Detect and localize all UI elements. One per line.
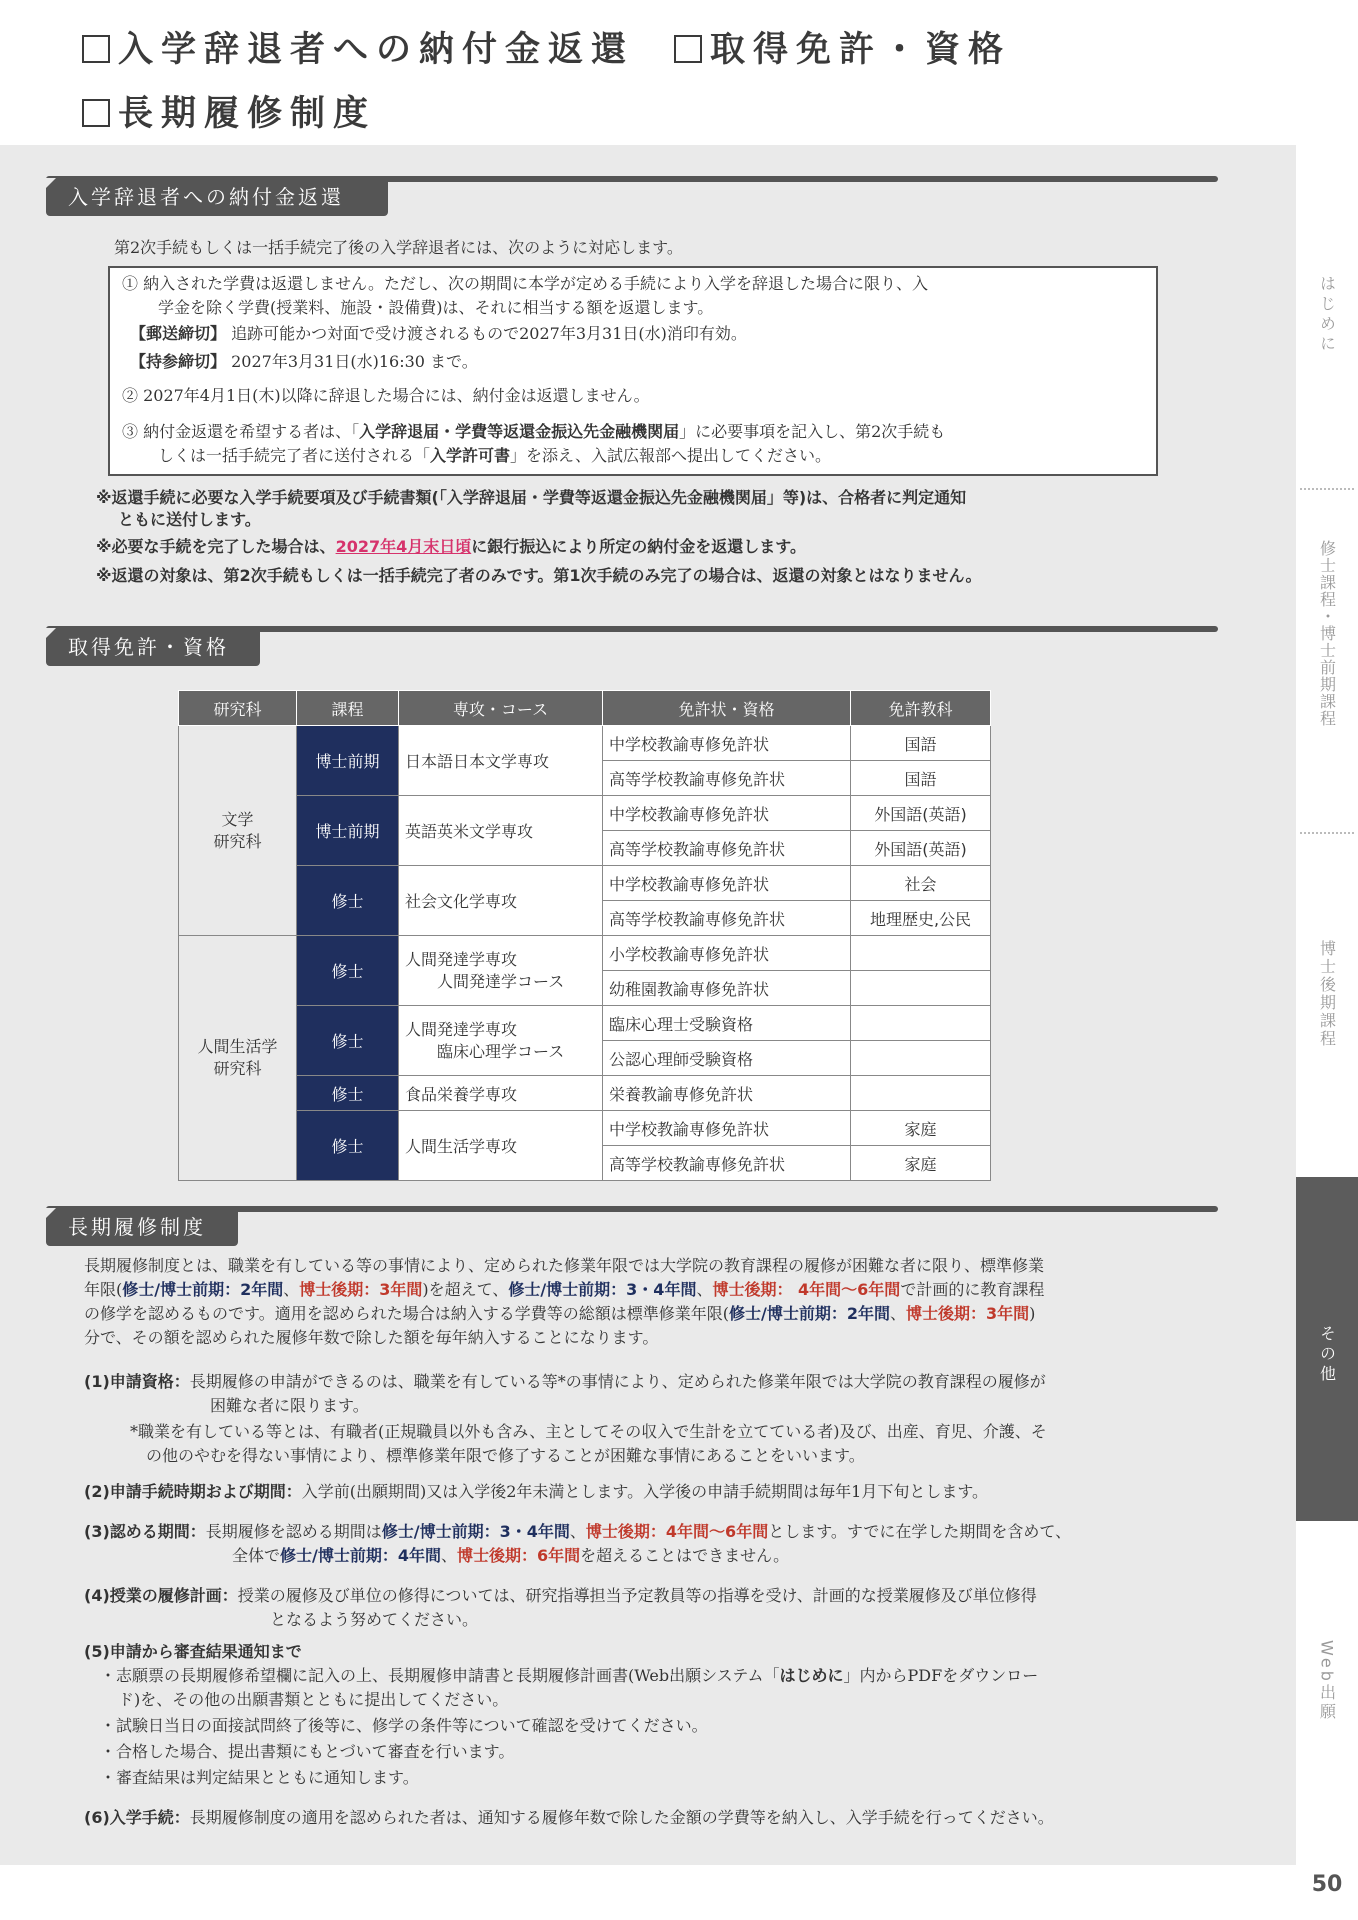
refund-note-1a: ※返還手続に必要な入学手続要項及び手続書類(「入学辞退届・学費等返還金振込先金融機関届」等)は、合格者に判定通知 [96, 488, 967, 507]
text: とします。すでに在学した期間を含めて、 [768, 1522, 1072, 1541]
subject [851, 1041, 991, 1076]
item-label: (4)授業の履修計画： [84, 1586, 238, 1605]
major: 人間発達学専攻 臨床心理学コース [399, 1006, 603, 1076]
highlight: 修士/博士前期：3・4年間 [381, 1522, 570, 1541]
section-heading-refund: 入学辞退者への納付金返還 [46, 178, 388, 216]
longterm-s4b: となるよう努めてください。 [270, 1610, 479, 1629]
refund-item-3a [122, 420, 945, 444]
course: 博士前期 [297, 726, 399, 796]
text: 、 [569, 1522, 586, 1541]
table-row [179, 866, 991, 901]
longterm-s5-b3: ・合格した場合、提出書類にもとづいて審査を行います。 [100, 1742, 515, 1761]
text: 長期履修を認める期間は [205, 1522, 382, 1541]
bring-label: 【持参締切】 [130, 352, 227, 371]
col-header: 研究科 [179, 691, 297, 726]
longterm-s3a [84, 1520, 1071, 1544]
text: 入学前(出願期間)又は入学後2年未満とします。入学後の申請手続期間は毎年1月下旬とします。 [301, 1482, 989, 1501]
text: ) [1029, 1304, 1036, 1323]
longterm-s5-label: (5)申請から審査結果通知まで [84, 1642, 302, 1661]
text: 、 [696, 1280, 713, 1299]
side-divider [1300, 832, 1354, 834]
longterm-para-l2 [84, 1278, 1044, 1302]
section-heading-longterm: 長期履修制度 [46, 1208, 238, 1246]
longterm-s4a [84, 1584, 1037, 1608]
col-header: 免許状・資格 [603, 691, 851, 726]
major: 食品栄養学専攻 [399, 1076, 603, 1111]
longterm-para-l3 [84, 1302, 1035, 1326]
highlight: 博士後期：3年間 [905, 1304, 1030, 1323]
mail-text: 追跡可能かつ対面で受け渡されるもので2027年3月31日(水)消印有効。 [231, 324, 747, 343]
text: 」内からPDFをダウンロー [843, 1666, 1039, 1685]
side-tab-label: Web出願 [1317, 1640, 1337, 1722]
text: で計画的に教育課程 [900, 1280, 1045, 1299]
subject [851, 1076, 991, 1111]
graduate-school: 文学 研究科 [179, 726, 297, 936]
refund-item-2: ② 2027年4月1日(木)以降に辞退した場合には、納付金は返還しません。 [122, 386, 650, 405]
header-title-longterm: 長期履修制度 [82, 86, 376, 136]
major: 人間生活学専攻 [399, 1111, 603, 1181]
table-row [179, 1111, 991, 1146]
subject: 家庭 [851, 1111, 991, 1146]
longterm-para-l4: 分で、その額を認められた履修年数で除した額を毎年納入することになります。 [84, 1328, 659, 1347]
major: 日本語日本文学専攻 [399, 726, 603, 796]
text: 、 [283, 1280, 300, 1299]
side-tab-intro[interactable] [1296, 275, 1358, 360]
refund-note-1b: ともに送付します。 [118, 510, 261, 529]
refund-date: 2027年4月末日頃 [335, 537, 472, 556]
text: しくは一括手続完了者に送付される「 [158, 446, 431, 465]
side-tab-label: はじめに [1317, 275, 1337, 355]
header-title-refund: 入学辞退者への納付金返還 [82, 22, 634, 72]
side-tab-master[interactable] [1296, 540, 1358, 732]
side-divider [1300, 488, 1354, 490]
checkbox-icon [82, 99, 110, 127]
text: 長期履修制度の適用を認められた者は、通知する履修年数で除した金額の学費等を納入し、入学手続を行ってください。 [189, 1808, 1054, 1827]
item-label: (1)申請資格： [84, 1372, 190, 1391]
subject [851, 936, 991, 971]
highlight: 博士後期：4年間～6年間 [585, 1522, 769, 1541]
text: 年限( [84, 1280, 123, 1299]
mail-label: 【郵送締切】 [130, 324, 227, 343]
table-header-row [179, 691, 991, 726]
longterm-s3b [232, 1544, 789, 1568]
refund-bring-deadline [130, 350, 478, 374]
item-label: (6)入学手続： [84, 1808, 190, 1827]
subject: 家庭 [851, 1146, 991, 1181]
subject: 地理歴史,公民 [851, 901, 991, 936]
side-tab-web[interactable] [1296, 1640, 1358, 1727]
license: 公認心理師受験資格 [603, 1041, 851, 1076]
refund-item-1a: ① 納入された学費は返還しません。ただし、次の期間に本学が定める手続により入学を辞退した場合に限り、入 [122, 274, 929, 293]
text: 、 [441, 1546, 458, 1565]
checkbox-icon [674, 35, 702, 63]
page-number: 50 [1311, 1872, 1343, 1897]
license: 栄養教諭専修免許状 [603, 1076, 851, 1111]
longterm-s5-b4: ・審査結果は判定結果とともに通知します。 [100, 1768, 419, 1787]
text: 全体で [232, 1546, 281, 1565]
license: 中学校教諭専修免許状 [603, 866, 851, 901]
text: 」に必要事項を記入し、第2次手続も [679, 422, 946, 441]
license: 幼稚園教諭専修免許状 [603, 971, 851, 1006]
side-tab-label: 博士後期課程 [1317, 940, 1337, 1048]
table-row [179, 936, 991, 971]
subject: 外国語(英語) [851, 796, 991, 831]
text: を超えることはできません。 [580, 1546, 790, 1565]
side-tab-label: その他 [1317, 1325, 1337, 1385]
longterm-s5-b1 [100, 1664, 1038, 1688]
longterm-para-l1: 長期履修制度とは、職業を有している等の事情により、定められた修業年限では大学院の教育課程の履修が困難な者に限り、標準修業 [84, 1256, 1045, 1275]
major: 英語英米文学専攻 [399, 796, 603, 866]
text: ③ 納付金返還を希望する者は、「 [122, 422, 360, 441]
refund-note-2 [96, 535, 806, 559]
form-name: 入学許可書 [430, 446, 511, 465]
form-name: 入学辞退届・学費等返還金振込先金融機関届 [359, 422, 680, 441]
longterm-s2 [84, 1480, 988, 1504]
highlight: 修士/博士前期：2年間 [728, 1304, 890, 1323]
side-tab-other[interactable] [1296, 1177, 1358, 1521]
longterm-s5-b2: ・試験日当日の面接試問終了後等に、修学の条件等について確認を受けてください。 [100, 1716, 708, 1735]
highlight: 修士/博士前期：4年間 [280, 1546, 441, 1565]
text: の修学を認めるものです。適用を認められた場合は納入する学費等の総額は標準修業年限( [84, 1304, 729, 1323]
side-tab-label: 修士課程・博士前期課程 [1317, 540, 1337, 727]
table-row [179, 726, 991, 761]
highlight: はじめに [779, 1666, 844, 1685]
item-label: (3)認める期間： [84, 1522, 206, 1541]
subject: 国語 [851, 726, 991, 761]
text: )を超えて、 [422, 1280, 509, 1299]
highlight: 修士/博士前期：2年間 [122, 1280, 284, 1299]
license-table [178, 690, 991, 1181]
longterm-s1-note-a: *職業を有している等とは、有職者(正規職員以外も含み、主としてその収入で生計を立てている者)及び、出産、育児、介護、そ [130, 1422, 1047, 1441]
license: 中学校教諭専修免許状 [603, 796, 851, 831]
course: 博士前期 [297, 796, 399, 866]
major: 社会文化学専攻 [399, 866, 603, 936]
col-header: 課程 [297, 691, 399, 726]
longterm-s1-note-b: の他のやむを得ない事情により、標準修業年限で修了することが困難な事情にあることをいいます。 [146, 1446, 865, 1465]
table-row [179, 1076, 991, 1111]
license: 高等学校教諭専修免許状 [603, 901, 851, 936]
refund-note-3: ※返還の対象は、第2次手続もしくは一括手続完了者のみです。第1次手続のみ完了の場合は、返還の対象とはなりません。 [96, 566, 982, 585]
longterm-s1b: 困難な者に限ります。 [210, 1396, 369, 1415]
text: ※必要な手続を完了した場合は、 [96, 537, 336, 556]
license: 高等学校教諭専修免許状 [603, 1146, 851, 1181]
checkbox-icon [82, 35, 110, 63]
page-header [0, 0, 1358, 145]
text: 長期履修の申請ができるのは、職業を有している等*の事情により、定められた修業年限では大学院の教育課程の履修が [189, 1372, 1046, 1391]
text: ・志願票の長期履修希望欄に記入の上、長期履修申請書と長期履修計画書(Web出願システム「 [100, 1666, 780, 1685]
text: に銀行振込により所定の納付金を返還します。 [471, 537, 806, 556]
refund-mail-deadline [130, 322, 747, 346]
highlight: 博士後期：3年間 [299, 1280, 423, 1299]
course: 修士 [297, 936, 399, 1006]
refund-intro: 第2次手続もしくは一括手続完了後の入学辞退者には、次のように対応します。 [114, 238, 683, 257]
license: 高等学校教諭専修免許状 [603, 761, 851, 796]
major: 人間発達学専攻 人間発達学コース [399, 936, 603, 1006]
bring-text: 2027年3月31日(水)16:30 まで。 [231, 352, 478, 371]
highlight: 博士後期：6年間 [457, 1546, 581, 1565]
license: 小学校教諭専修免許状 [603, 936, 851, 971]
table-row [179, 1006, 991, 1041]
subject [851, 1006, 991, 1041]
col-header: 専攻・コース [399, 691, 603, 726]
side-tab-doctor[interactable] [1296, 940, 1358, 1053]
license: 中学校教諭専修免許状 [603, 1111, 851, 1146]
refund-item-3b [158, 444, 831, 468]
longterm-s1 [84, 1370, 1046, 1394]
section-heading-license: 取得免許・資格 [46, 628, 260, 666]
col-header: 免許教科 [851, 691, 991, 726]
table-row [179, 796, 991, 831]
longterm-s5-b1d: ド)を、その他の出願書類とともに提出してください。 [118, 1690, 509, 1709]
graduate-school: 人間生活学 研究科 [179, 936, 297, 1181]
text: 、 [889, 1304, 906, 1323]
side-index [1296, 145, 1358, 1865]
subject: 社会 [851, 866, 991, 901]
license: 中学校教諭専修免許状 [603, 726, 851, 761]
subject: 外国語(英語) [851, 831, 991, 866]
item-label: (2)申請手続時期および期間： [84, 1482, 302, 1501]
course: 修士 [297, 1076, 399, 1111]
header-title-license: 取得免許・資格 [674, 22, 1011, 72]
refund-item-1b: 学金を除く学費(授業料、施設・設備費)は、それに相当する額を返還します。 [158, 298, 714, 317]
course: 修士 [297, 1111, 399, 1181]
highlight: 博士後期： 4年間～6年間 [712, 1280, 901, 1299]
text: 」を添え、入試広報部へ提出してください。 [510, 446, 831, 465]
text: 授業の履修及び単位の修得については、研究指導担当予定教員等の指導を受け、計画的な授業履修及び単位修得 [237, 1586, 1037, 1605]
longterm-s6 [84, 1806, 1054, 1830]
highlight: 修士/博士前期：3・4年間 [508, 1280, 697, 1299]
license: 臨床心理士受験資格 [603, 1006, 851, 1041]
course: 修士 [297, 1006, 399, 1076]
subject: 国語 [851, 761, 991, 796]
course: 修士 [297, 866, 399, 936]
subject [851, 971, 991, 1006]
license: 高等学校教諭専修免許状 [603, 831, 851, 866]
